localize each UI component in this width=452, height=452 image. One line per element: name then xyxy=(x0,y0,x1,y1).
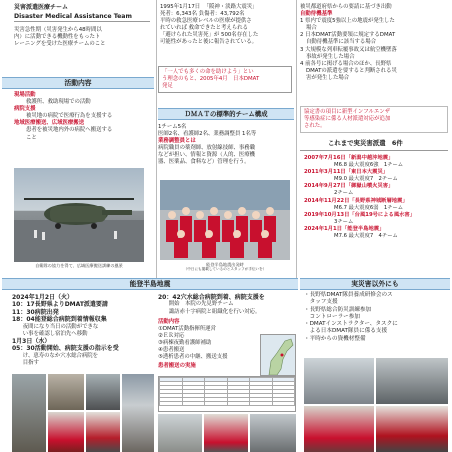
team-photo-caption: 能登半島地震出発時 （中日にも掲載しているのとスタッフが手伝いを） xyxy=(183,262,267,271)
dmat-definition: 災害急性期（災害発生から48時間以 内）に活動できる機動性をもったト レーニングを受けた医療チームのこと xyxy=(14,27,106,48)
dispatch-criteria: 被災都道府県からの要請に基づき出動 自動待機基準 1 県内で震度5強以上の地震が発生した 場合 2 日本DMAT活動要領に規定するDMAT 自動待機基準に該当する場合 3 大規模な列車転覆事故又は航空機墜落 事故が発生した場合 4 前各号に掲げる場合のほか、長野県 DMATの派遣を要すると判断される災 害が発生した場合 xyxy=(300,4,450,82)
dmat-founding-quote: 「一人でも多くの命を助けよう」とい う理念のもと、2005年4月 日本DMAT 発足 xyxy=(158,66,292,93)
training-photo-4 xyxy=(376,406,448,452)
genba-label: 現場活動 xyxy=(14,92,36,98)
dmat-english-name: Disaster Medical Assistance Team xyxy=(14,13,132,20)
noto-transport-photo-1 xyxy=(158,414,202,452)
activity-content: 現場活動 救護所、救助現場での活動 病院支援 被災地の病院で医療行為を支援する 地域医療搬送、広域医療搬送 患者を被災地内外の病院へ搬送する こと xyxy=(14,92,156,142)
team-composition: 1チーム5名 医師2名、看護師2名、業務調整員 1名等 業務調整員とは 病院職員の薬剤師、放射線技師、事務職 などが担い、情報と資源（人的、医療機 器、医薬品、食料など）管理を行う。 xyxy=(158,124,257,166)
noto-damage-photo-3 xyxy=(86,374,120,410)
chiiki-label: 地域医療搬送、広域医療搬送 xyxy=(14,120,85,127)
noto-header: 能登半島地震 xyxy=(2,278,298,290)
agreement-note: 協定書の項目に新型インフルエンザ 等感染症に係る人材派遣対応が追加 された。 xyxy=(300,106,448,133)
noto-transport-photo-3 xyxy=(250,414,296,452)
records-list: 2007年7月16日「新潟中越沖地震」 M6.8 最大震度6強 1チーム 2011年3月11日「東日本大震災」 M9.0 最大震度7 2チーム 2014年9月27日「御嶽山噴火災害」 2チーム 2014年11月22日「長野県神城断層地震」 M6.7 最大震度6弱 1チーム 2019年10月13日「台風19号による風水害」 3チーム 2024年1月1日「能登半島地震」 M7.6 最大震度7 4チーム xyxy=(304,155,416,240)
noto-activity: 20：42穴水総合病院到着、病院支援を 開始 本院の先見野チーム 諏訪赤十字病院と組織化を行い対応。 活動内容 ①DMAT活動指揮所運営 ②ＥＲ対応 ③病棟夜勤看護師補助 ④患者搬送 ⑤透析患者の中継、搬送支援 患者搬送の実施 xyxy=(158,294,265,370)
training-photo-3 xyxy=(304,406,374,452)
helicopter-training-photo xyxy=(14,168,144,262)
other-header: 実災害以外にも xyxy=(300,278,450,290)
hanshin-history: 1995年1月17日 「阪神・淡路大震災」 死者：6,343名 負傷者：43,792名 平時の救急医療レベルの医療が提供さ れていれば 救命できたと考えられる 「避けられた災害死」が 500名存在した 可能性があったと後に報告されている。 xyxy=(160,4,259,46)
auto-standby-label: 自動待機基準 xyxy=(300,11,333,18)
noto-staff-photo-2 xyxy=(86,412,120,452)
training-photo-2 xyxy=(376,358,448,404)
noto-hospital-photo xyxy=(122,374,154,452)
noto-transport-photo-2 xyxy=(204,414,248,452)
byoin-label: 病院支援 xyxy=(14,106,36,113)
noto-damage-photo-1 xyxy=(12,374,46,452)
noto-staff-photo-1 xyxy=(48,412,84,452)
noto-damage-photo-2 xyxy=(48,374,84,410)
dmat-definition-title: 災害派遣医療チーム xyxy=(14,4,69,11)
other-activities-list: ・長野県DMAT隊員養成研修会のス タッフ支援 ・長野県総合防災訓練参加 コントローラー参加 ・DMATインストラクター、タスクに よる日本DMAT隊員に係る支援 ・平時からの資機材整備 xyxy=(304,292,398,342)
records-header: これまで実災害派遣 6件 xyxy=(328,139,403,147)
team-header: ＤＭＡＴの標準的チーム構成 xyxy=(158,108,294,120)
activity-header: 活動内容 xyxy=(2,77,154,89)
patient-transport-table xyxy=(158,376,296,412)
helicopter-photo-caption: 自衛隊の協力を得て、広域医療搬送訓練の風景 xyxy=(35,263,123,268)
noto-map xyxy=(260,334,296,376)
training-photo-1 xyxy=(304,358,374,404)
noto-timeline: 2024年1月2日（火） 10：17長野県よりDMAT派遣要請 11：30病院出発 18：04能登総合病院到着情報収集 夜間になり当日の活動ができな い事を確認し宿泊先へ移動 1月3日（水） 05：30活動開始、病院支援の指示を受 け、恵寿のなか穴水総合病院を 目指す xyxy=(12,294,119,366)
team-departure-photo xyxy=(160,180,290,260)
